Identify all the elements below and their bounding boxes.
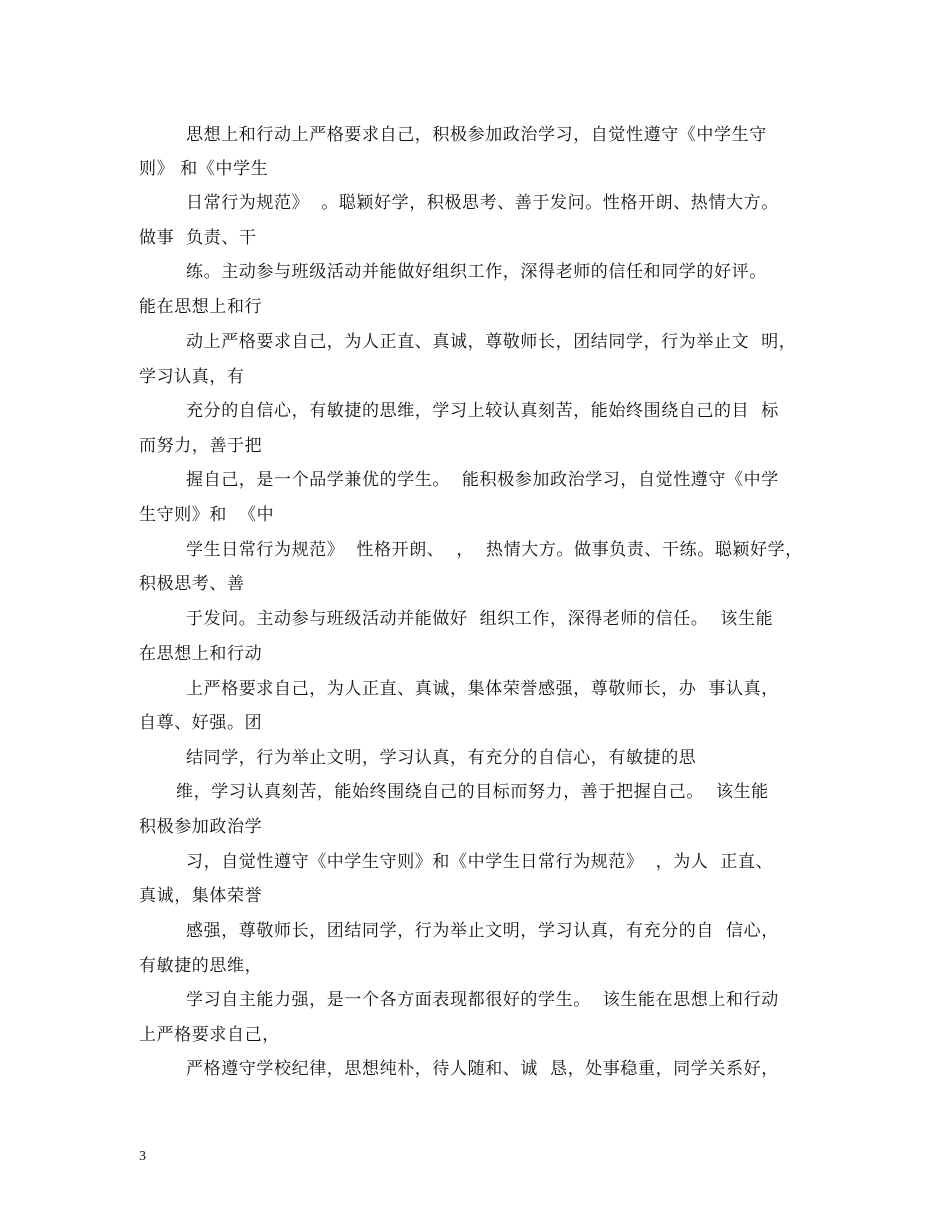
text-line: 积极参加政治学 [139,817,263,837]
text-line: 日常行为规范》 。聪颖好学，积极思考、善于发问。性格开朗、热情大方。 [186,193,779,213]
text-line: 学习认真，有 [139,367,245,387]
text-line: 自尊、好强。团 [139,713,263,733]
text-line: 结同学，行为举止文明，学习认真，有充分的自信心，有敏捷的思 [186,748,697,768]
text-line: 在思想上和行动 [139,644,263,664]
text-line: 学生日常行为规范》 性格开朗、 ， 热情大方。做事负责、干练。聪颖好学， [186,540,803,560]
text-line: 而努力，善于把 [139,436,263,456]
text-line: 握自己，是一个品学兼优的学生。 能积极参加政治学习，自觉性遵守《中学 [186,470,779,490]
text-line: 严格遵守学校纪律，思想纯朴，待人随和、诚 恳，处事稳重，同学关系好， [186,1059,779,1079]
text-line: 真诚，集体荣誉 [139,886,263,906]
text-line: 充分的自信心，有敏捷的思维，学习上较认真刻苦，能始终围绕自己的目 标 [186,401,779,421]
text-line: 有敏捷的思维， [139,956,263,976]
text-line: 则》 和《中学生 [139,159,269,179]
text-line: 思想上和行动上严格要求自己，积极参加政治学习，自觉性遵守《中学生守 [186,125,767,145]
text-line: 动上严格要求自己，为人正直、真诚，尊敬师长，团结同学，行为举止文 明， [186,332,797,352]
text-line: 于发问。主动参与班级活动并能做好 组织工作，深得老师的信任。 该生能 [186,609,774,629]
text-line: 上严格要求自己， [139,1025,280,1045]
text-line: 习，自觉性遵守《中学生守则》和《中学生日常行为规范》 ，为人 正直、 [186,852,774,872]
text-line: 学习自主能力强，是一个各方面表现都很好的学生。 该生能在思想上和行动 [186,990,779,1010]
text-line: 上严格要求自己，为人正直、真诚，集体荣誉感强，尊敬师长，办 事认真， [186,679,779,699]
text-line: 练。主动参与班级活动并能做好组织工作，深得老师的信任和同学的好评。 [186,262,767,282]
text-line: 感强，尊敬师长，团结同学，行为举止文明，学习认真，有充分的自 信心， [186,921,779,941]
text-line: 积极思考、善 [139,574,245,594]
text-line: 做事 负责、干 [139,228,257,248]
text-line: 生守则》和 《中 [139,505,275,525]
text-line: 维，学习认真刻苦，能始终围绕自己的目标而努力，善于把握自己。 该生能 [176,782,769,802]
page-number: 3 [139,1149,146,1164]
text-line: 能在思想上和行 [139,297,263,317]
